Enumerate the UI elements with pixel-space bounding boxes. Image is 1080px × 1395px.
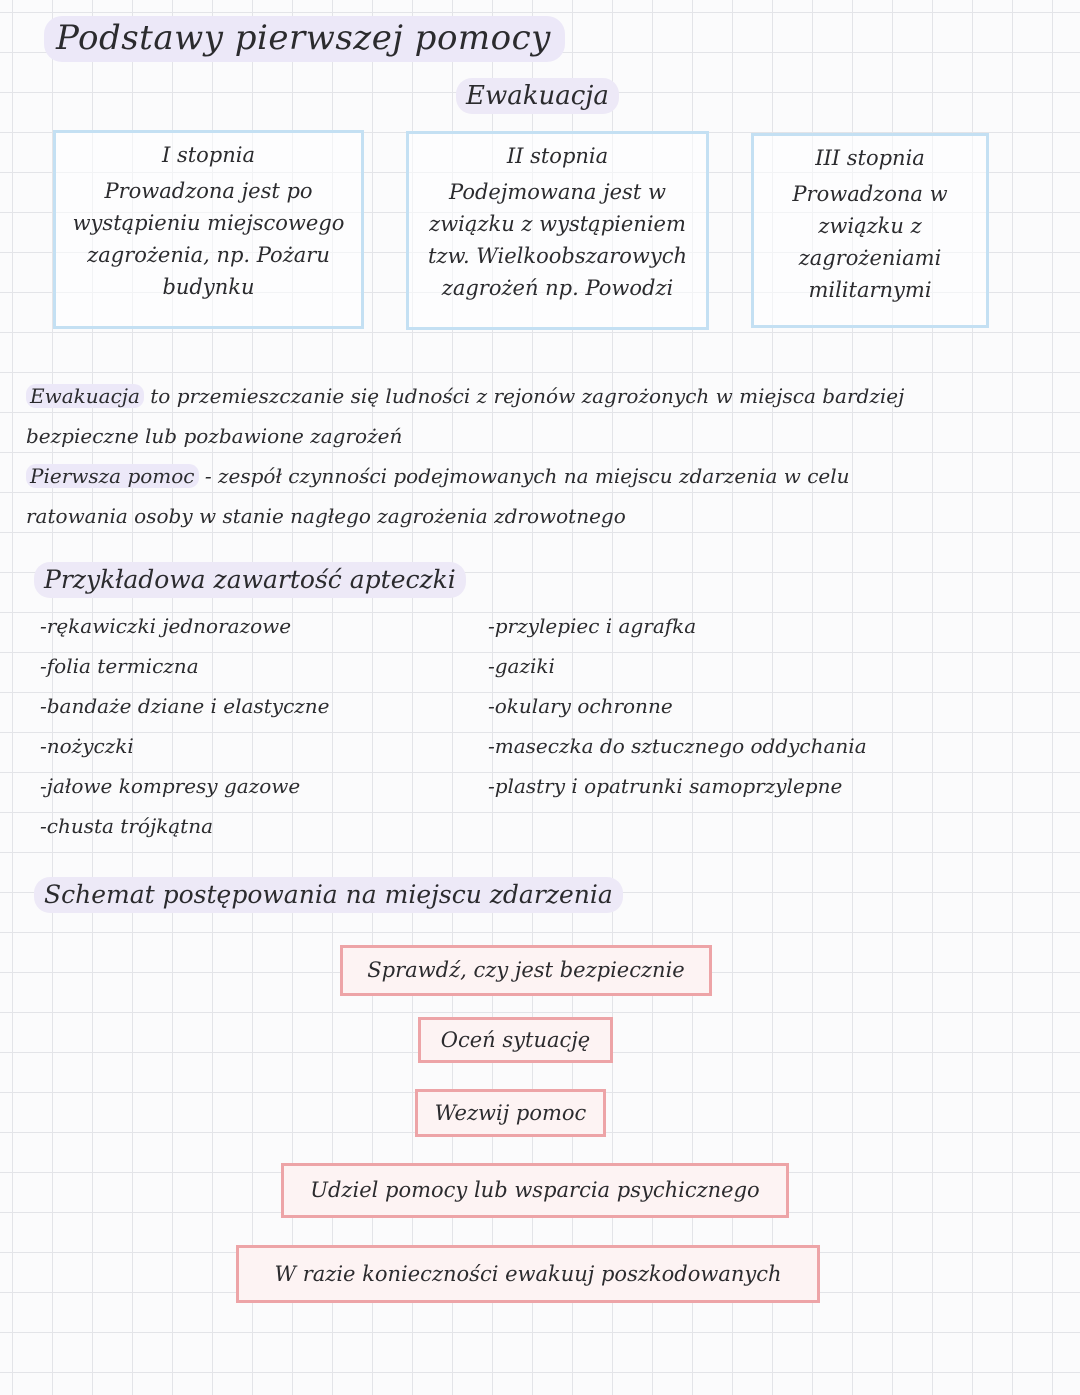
list-item: -jałowe kompresy gazowe (40, 774, 301, 798)
page-title-highlight (44, 16, 565, 62)
kit-list-left (40, 606, 330, 846)
first-aid-definition-line-2: ratowania osoby w stanie nagłego zagrożenia zdrowotnego (26, 504, 626, 528)
scheme-step-check-safety: Sprawdź, czy jest bezpiecznie (340, 945, 712, 996)
evacuation-heading-highlight (456, 78, 619, 114)
list-item: -plastry i opatrunki samoprzylepne (488, 774, 843, 798)
kit-heading: Przykładowa zawartość apteczki (44, 565, 456, 594)
list-item: -bandaże dziane i elastyczne (40, 694, 330, 718)
list-item: -przylepiec i agrafka (488, 614, 697, 638)
degree-1-text: Prowadzona jest po wystąpieniu miejscowego zagrożenia, np. Pożaru budynku (72, 179, 345, 299)
degree-2-title: II stopnia (506, 144, 609, 168)
evacuation-degree-3-box (751, 133, 989, 328)
kit-list-right (488, 606, 867, 806)
degree-3-title: III stopnia (815, 146, 925, 170)
degree-3-text: Prowadzona w związku z zagrożeniami militarnymi (792, 182, 948, 302)
first-aid-definition-text: - zespół czynności podejmowanych na miejscu zdarzenia w celu (198, 464, 850, 488)
list-item: -nożyczki (40, 734, 134, 758)
scheme-step-call-help: Wezwij pomoc (415, 1089, 606, 1137)
list-item: -chusta trójkątna (40, 814, 214, 838)
first-aid-term: Pierwsza pomoc (26, 464, 199, 488)
evacuation-definition-line-2: bezpieczne lub pozbawione zagrożeń (26, 424, 403, 448)
scheme-step-give-aid: Udziel pomocy lub wsparcia psychicznego (281, 1163, 789, 1218)
scheme-heading-highlight (34, 877, 623, 913)
degree-1-title: I stopnia (161, 143, 256, 167)
scheme-step-assess-situation: Oceń sytuację (418, 1017, 613, 1063)
page-title: Podstawy pierwszej pomocy (56, 18, 551, 58)
kit-heading-highlight (34, 562, 466, 598)
list-item: -folia termiczna (40, 654, 199, 678)
list-item: -rękawiczki jednorazowe (40, 614, 292, 638)
evacuation-definition-line-1 (26, 376, 1026, 416)
definitions-block (26, 376, 1026, 536)
evacuation-heading: Ewakuacja (466, 81, 609, 111)
list-item: -gaziki (488, 654, 555, 678)
first-aid-definition-line-1 (26, 456, 1026, 496)
list-item: -okulary ochronne (488, 694, 673, 718)
scheme-step-evacuate: W razie konieczności ewakuuj poszkodowanych (236, 1245, 820, 1303)
evacuation-degree-1-box (53, 130, 364, 329)
degree-2-text: Podejmowana jest w związku z wystąpieniem tzw. Wielkoobszarowych zagrożeń np. Powodzi (427, 180, 688, 300)
evacuation-degree-2-box (406, 131, 709, 330)
list-item: -maseczka do sztucznego oddychania (488, 734, 867, 758)
evacuation-definition-text: to przemieszczanie się ludności z rejonów zagrożonych w miejsca bardziej (143, 384, 905, 408)
scheme-heading: Schemat postępowania na miejscu zdarzenia (44, 880, 613, 909)
evacuation-term: Ewakuacja (26, 384, 144, 408)
